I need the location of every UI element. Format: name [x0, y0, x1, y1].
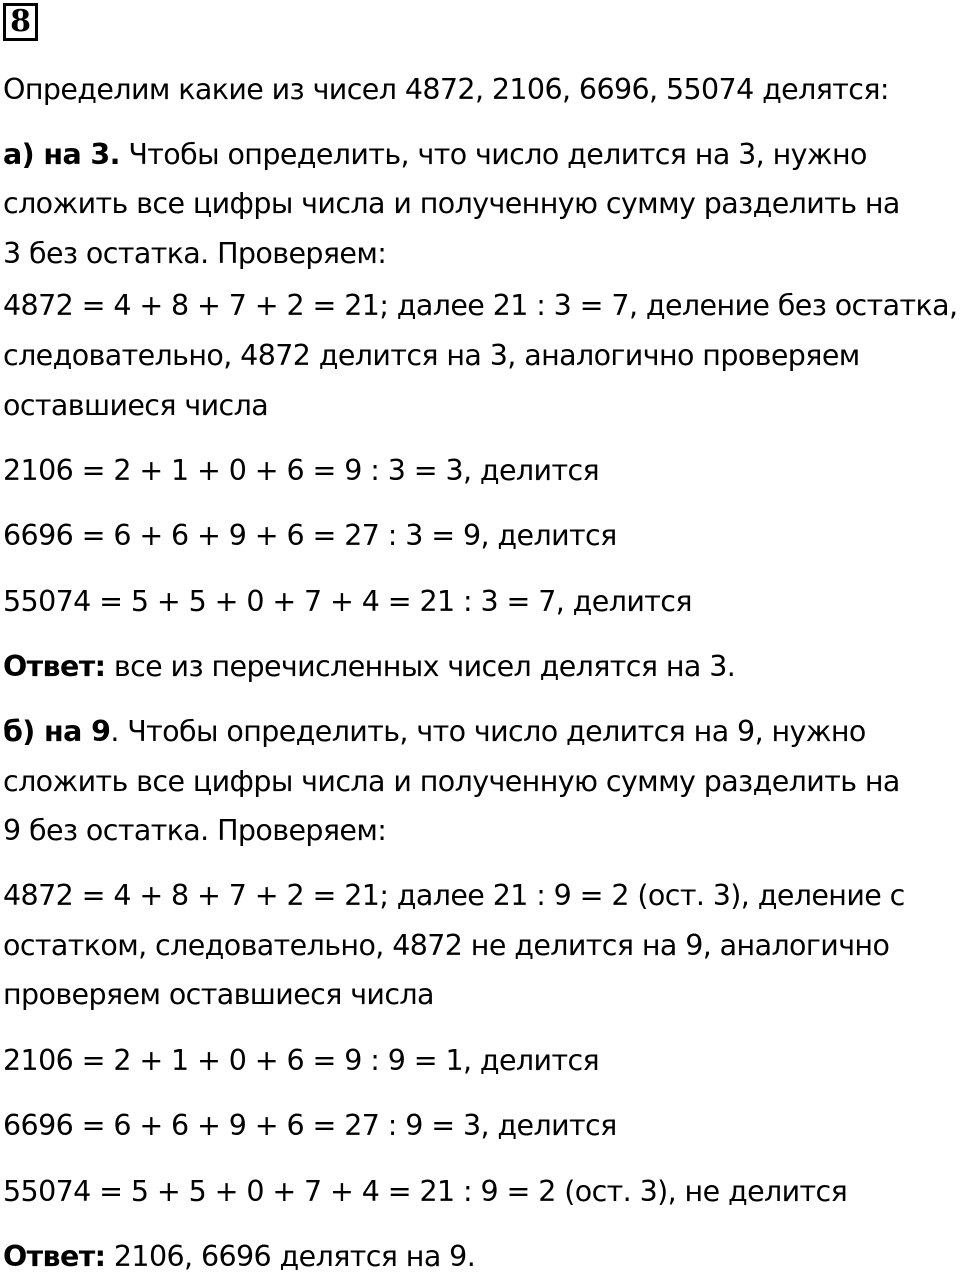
- part-a-line-1: [3, 137, 867, 173]
- part-a-answer-label: Ответ:: [3, 650, 106, 683]
- part-b-line-1-text: . Чтобы определить, что число делится на 9, нужно: [110, 715, 866, 748]
- task-number-box: 8: [3, 3, 38, 41]
- part-b-answer-text: 2106, 6696 делятся на 9.: [105, 1240, 476, 1273]
- part-b-answer-label: Ответ:: [3, 1240, 106, 1273]
- part-a-answer: [3, 649, 735, 685]
- part-b-calc-2106: 2106 = 2 + 1 + 0 + 6 = 9 : 9 = 1, делится: [3, 1044, 600, 1077]
- part-b-label: б) на 9: [3, 715, 111, 748]
- part-b-check-line-1: 4872 = 4 + 8 + 7 + 2 = 21; далее 21 : 9 = 2 (ост. 3), деление с: [3, 879, 905, 912]
- part-b-calc-6696: 6696 = 6 + 6 + 9 + 6 = 27 : 9 = 3, делится: [3, 1109, 617, 1142]
- part-b-answer: [3, 1239, 475, 1275]
- part-b-line-3: 9 без остатка. Проверяем:: [3, 814, 387, 847]
- intro-text: Определим какие из чисел 4872, 2106, 6696, 55074 делятся:: [3, 73, 889, 106]
- part-a-line-2: сложить все цифры числа и полученную сумму разделить на: [3, 187, 900, 220]
- part-a-answer-text: все из перечисленных чисел делятся на 3.: [105, 650, 736, 683]
- part-b-check-line-2: остатком, следовательно, 4872 не делится на 9, аналогично: [3, 929, 890, 962]
- part-a-check-line-2: следовательно, 4872 делится на 3, аналогично проверяем: [3, 339, 860, 372]
- part-a-label: а) на 3.: [3, 138, 120, 171]
- part-a-line-3: 3 без остатка. Проверяем:: [3, 237, 387, 270]
- part-a-check-line-3: оставшиеся числа: [3, 389, 269, 422]
- part-a-line-1-text: Чтобы определить, что число делится на 3, нужно: [119, 138, 867, 171]
- part-b-line-1: [3, 714, 866, 750]
- part-a-calc-6696: 6696 = 6 + 6 + 9 + 6 = 27 : 3 = 9, делится: [3, 519, 617, 552]
- part-a-check-line-1: 4872 = 4 + 8 + 7 + 2 = 21; далее 21 : 3 = 7, деление без остатка,: [3, 289, 958, 322]
- part-a-calc-55074: 55074 = 5 + 5 + 0 + 7 + 4 = 21 : 3 = 7, делится: [3, 585, 692, 618]
- part-b-calc-55074: 55074 = 5 + 5 + 0 + 7 + 4 = 21 : 9 = 2 (ост. 3), не делится: [3, 1175, 848, 1208]
- part-a-calc-2106: 2106 = 2 + 1 + 0 + 6 = 9 : 3 = 3, делится: [3, 454, 600, 487]
- part-b-line-2: сложить все цифры числа и полученную сумму разделить на: [3, 765, 900, 798]
- part-b-check-line-3: проверяем оставшиеся числа: [3, 978, 434, 1011]
